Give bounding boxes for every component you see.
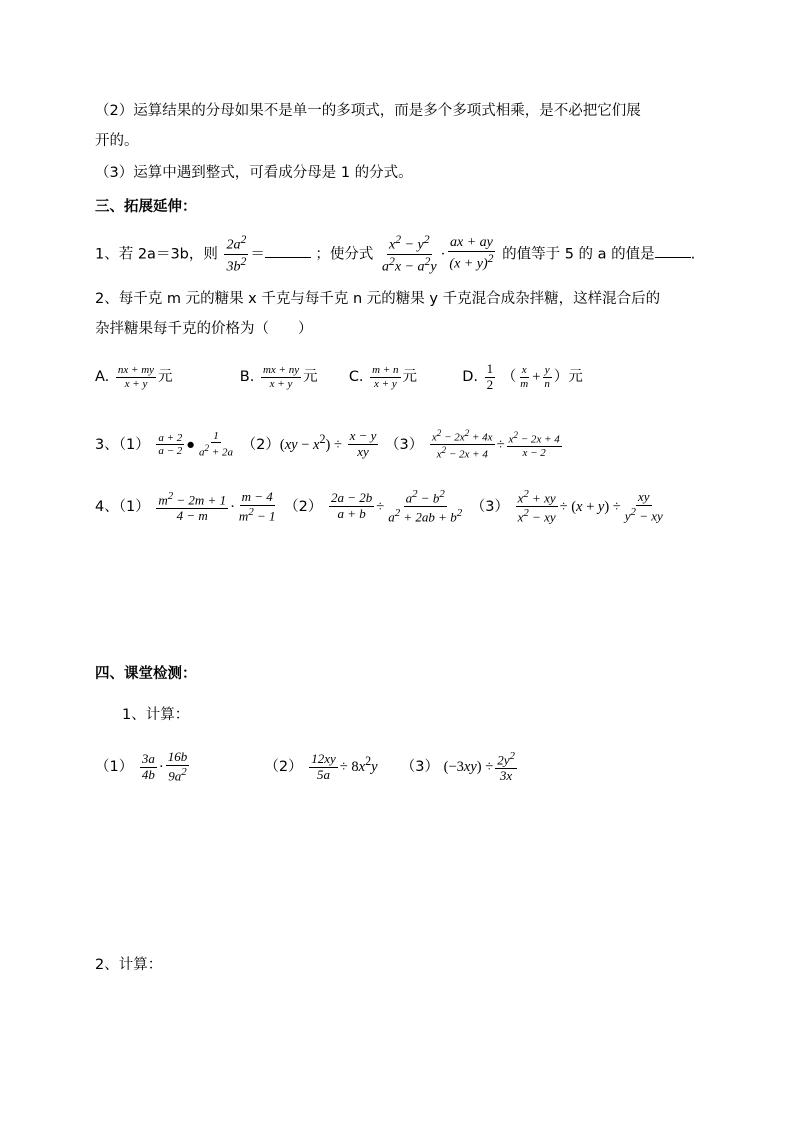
q3-1-frac-b: $\frac{1}{a^2 + 2a}$: [199, 429, 234, 460]
q3-3-frac-a: $\frac{x^2 - 2x^2 + 4x}{x^2 - 2x + 4}$: [431, 428, 493, 461]
q1-suffix: 的值等于 5 的 a 的值是: [502, 246, 655, 263]
option-d-label: D.: [462, 369, 479, 386]
section-4-q2-label: 2、计算：: [95, 957, 163, 973]
option-a-label: A.: [95, 369, 110, 386]
note-2-line2: 开的。: [95, 133, 139, 149]
option-d[interactable]: D. $\frac{1}{2}$ （ $\frac{x}{m}$ + $\frac{y}{n}$ ）元: [462, 361, 583, 392]
q4-2-frac-a: $\frac{2a - 2b}{a + b}$: [330, 490, 373, 522]
question-3-2-line2: 杂拌糖果每千克的价格为（ ）: [95, 321, 313, 337]
q4-3-frac-b: $\frac{xy}{y^2 - xy}$: [624, 488, 663, 523]
q1-prefix: 1、若 2a＝3b，则: [95, 246, 218, 263]
section-4-q1-parts: （1） $\frac{3a}{4b}$ · $\frac{16b}{9a^2}$ （2） $\frac{12xy}{5a}$ ÷ $8x^2y$ （3） (−3xy) ÷ $\frac{2y^2}{3x}$: [95, 749, 515, 784]
s4-q1-2-label: （2）: [264, 759, 303, 776]
q4-2-label: （2）: [284, 498, 323, 515]
s4-q1-3-frac: $\frac{2y^2}{3x}$: [497, 750, 515, 784]
option-a-unit: 元: [158, 369, 173, 386]
q3-1-frac-a: $\frac{a + 2}{a - 2}$: [158, 431, 183, 458]
q4-2-frac-b: $\frac{a^2 - b^2}{a^2 + 2ab + b^2}$: [388, 488, 463, 525]
section-3-title: 三、拓展延伸：: [95, 199, 197, 215]
option-d-x-over-m: $\frac{x}{m}$: [520, 364, 529, 390]
s4-q1-1-label: （1）: [95, 759, 134, 776]
option-d-unit: 元: [568, 369, 583, 386]
fraction-2a2-3b2: $\frac{2a^2}{3b^2}$: [226, 233, 247, 275]
s4-q1-1-frac-b: $\frac{16b}{9a^2}$: [167, 749, 188, 784]
option-a-fraction: $\frac{nx + my}{x + y}$: [117, 364, 155, 390]
q3-2-frac: $\frac{x - y}{xy}$: [349, 428, 377, 460]
answer-blank-1[interactable]: [265, 257, 311, 258]
answer-blank-2[interactable]: [655, 257, 691, 258]
q4-3-label: （3）: [470, 498, 509, 515]
note-3: （3）运算中遇到整式，可看成分母是 1 的分式。: [95, 165, 413, 181]
q4-1-frac-b: $\frac{m - 4}{m^2 - 1}$: [238, 488, 276, 523]
option-d-half: $\frac{1}{2}$: [486, 361, 494, 392]
q1-end: .: [690, 246, 696, 263]
q4-1-frac-a: $\frac{m^2 - 2m + 1}{4 - m}$: [158, 489, 227, 523]
q3-2-label: （2）: [241, 436, 280, 453]
section-4-q1-label: 1、计算：: [122, 707, 190, 723]
q3-3-frac-b: $\frac{x^2 - 2x + 4}{x - 2}$: [508, 429, 560, 460]
q2-options: [95, 362, 583, 393]
option-b-label: B.: [239, 369, 255, 386]
section-4-title: 四、课堂检测：: [95, 666, 197, 682]
option-d-y-over-n: $\frac{y}{n}$: [544, 364, 550, 390]
question-3-1: 1、若 2a＝3b，则 $\frac{2a^2}{3b^2}$ ＝ ；使分式 $\frac{x^2 - y^2}{a^2x - a^2y}$ · $\frac{ax + ay}{(x + y)^2}$ 的值等于 5 的 a 的值是 .: [95, 233, 696, 275]
option-c-unit: 元: [402, 369, 418, 386]
option-b-fraction: $\frac{mx + ny}{x + y}$: [262, 364, 300, 390]
option-c-label: C.: [348, 369, 364, 386]
option-c-fraction: $\frac{m + n}{x + y}$: [372, 364, 399, 390]
s4-q1-1-frac-a: $\frac{3a}{4b}$: [141, 750, 155, 782]
fraction-ax-ay: $\frac{ax + ay}{(x + y)^2}$: [449, 235, 494, 273]
s4-q1-2-frac: $\frac{12xy}{5a}$: [311, 750, 336, 782]
note-2-line1: （2）运算结果的分母如果不是单一的多项式，而是多个多项式相乘，是不必把它们展: [95, 103, 641, 119]
option-b[interactable]: [239, 364, 322, 390]
option-a[interactable]: [95, 364, 177, 390]
q1-mid: ；使分式: [315, 246, 374, 263]
option-c[interactable]: [348, 364, 422, 390]
q4-3-frac-a: $\frac{x^2 + xy}{x^2 - xy}$: [517, 488, 556, 525]
question-3-2-line1: 2、每千克 m 元的糖果 x 千克与每千克 n 元的糖果 y 千克混合成杂拌糖，这样混合后的: [95, 291, 661, 307]
question-3-4: 4、（1） $\frac{m^2 - 2m + 1}{4 - m}$ · $\frac{m - 4}{m^2 - 1}$ （2） $\frac{2a - 2b}{a + b}$ ÷ $\frac{a^2 - b^2}{a^2 + 2ab + b^2}$ （3） $\frac{x^2 + xy}{x^2 - xy}$ ÷ (x + y) ÷ $\frac{xy}{y^2 - xy}$: [95, 488, 663, 525]
q3-3-label: （3）: [385, 436, 424, 453]
s4-q1-3-label: （3）: [400, 759, 440, 776]
option-b-unit: 元: [303, 369, 318, 386]
q3-label: 3、（1）: [95, 436, 150, 453]
question-3-3: 3、（1） $\frac{a + 2}{a - 2}$ ● $\frac{1}{a^2 + 2a}$ $(2)(xy - x^2)$ ÷ $\frac{x - y}{xy}$ （3） $\frac{x^2 - 2x^2 + 4x}{x^2 - 2x + 4}$ ÷ $\frac{x^2 - 2x + 4}{x - 2}$: [95, 428, 560, 461]
q4-label: 4、（1）: [95, 498, 150, 515]
fraction-x2-y2: $\frac{x^2 - y^2}{a^2x - a^2y}$: [382, 233, 437, 275]
